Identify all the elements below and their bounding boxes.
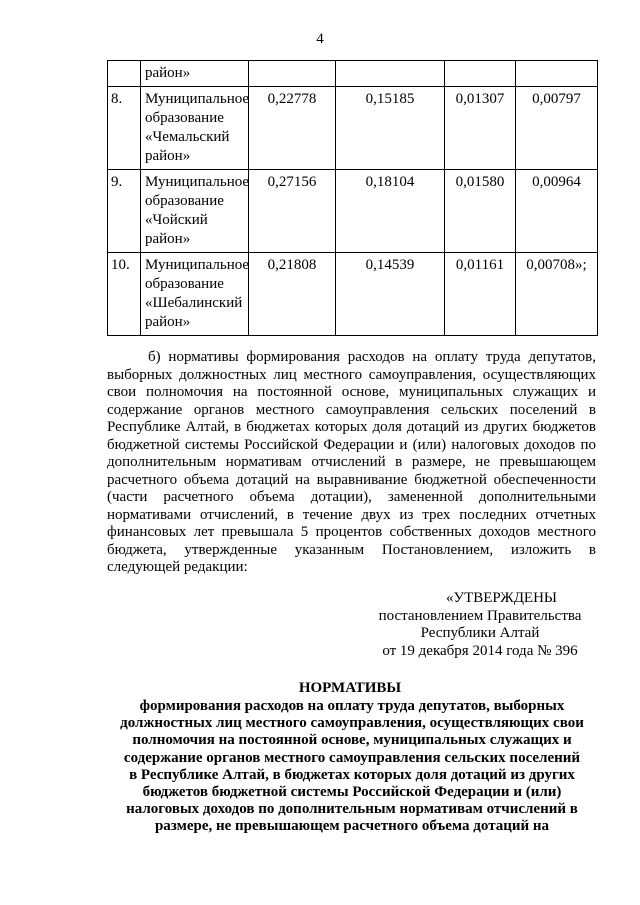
- value-cell: [445, 61, 516, 87]
- table-row: [108, 253, 598, 336]
- subtitle-line: в Республике Алтай, в бюджетах которых доля дотаций из других: [129, 766, 575, 783]
- table-row: [108, 170, 598, 253]
- value-cell: 0,21808: [249, 253, 336, 336]
- subtitle-line: размере, не превышающем расчетного объема дотаций на: [154, 818, 550, 835]
- subtitle-line: содержание органов местного самоуправления сельских поселений: [123, 749, 581, 766]
- municipality-name: Муниципальное образование «Шебалинский район»: [141, 253, 249, 336]
- norms-table: [107, 60, 598, 336]
- approval-line: от 19 декабря 2014 года № 396: [382, 642, 578, 659]
- value-cell: 0,14539: [336, 253, 445, 336]
- norms-title: НОРМАТИВЫ: [298, 680, 402, 696]
- subtitle-line: бюджетов бюджетной системы Российской Федерации и (или): [142, 784, 562, 801]
- row-index: [108, 61, 141, 87]
- approval-line: «УТВЕРЖДЕНЫ: [445, 590, 557, 606]
- value-cell: [516, 61, 598, 87]
- table-row: [108, 87, 598, 170]
- value-cell: 0,00797: [516, 87, 598, 170]
- value-cell: [336, 61, 445, 87]
- value-cell: 0,18104: [336, 170, 445, 253]
- value-cell: 0,22778: [249, 87, 336, 170]
- municipality-name: Муниципальное образование «Чемальский район»: [141, 87, 249, 170]
- row-index: 8.: [108, 87, 141, 170]
- subtitle-line: полномочия на постоянной основе, муниципальных служащих и: [132, 732, 572, 749]
- value-cell: 0,01307: [445, 87, 516, 170]
- table-row: [108, 61, 598, 87]
- value-cell: [249, 61, 336, 87]
- value-cell: 0,00708»;: [516, 253, 598, 336]
- municipality-name: район»: [141, 61, 249, 87]
- value-cell: 0,01161: [445, 253, 516, 336]
- municipality-name: Муниципальное образование «Чойский район»: [141, 170, 249, 253]
- row-index: 10.: [108, 253, 141, 336]
- approval-stamp: [330, 590, 630, 660]
- norms-subtitle: [108, 698, 596, 836]
- subtitle-line: должностных лиц местного самоуправления, осуществляющих свои: [120, 715, 584, 732]
- page-number: 4: [316, 31, 324, 47]
- value-cell: 0,15185: [336, 87, 445, 170]
- value-cell: 0,01580: [445, 170, 516, 253]
- row-index: 9.: [108, 170, 141, 253]
- paragraph-b: б) нормативы формирования расходов на оплату труда депутатов, выборных должностных лиц местного самоуправления, осуществляющих свои полномочия на постоянной основе, муниципальных служащих и содержание органов местного самоуправления сельских поселений в Республике Алтай, в бюджетах которых доля дотаций из других бюджетов бюджетной системы Российской Федерации и (или) налоговых доходов по дополнительным нормативам отчислений в размере, не превышающем расчетного объема дотаций на выравнивание бюджетной обеспеченности (части расчетного объема дотации), замененной дополнительными нормативами отчислений, в течение двух из трех последних отчетных финансовых лет превышала 5 процентов собственных доходов местного бюджета, утвержденные указанным Постановлением, изложить в следующей редакции:: [107, 349, 596, 575]
- approval-line: постановлением Правительства: [378, 607, 582, 624]
- value-cell: 0,00964: [516, 170, 598, 253]
- approval-line: Республики Алтай: [420, 625, 540, 641]
- subtitle-line: формирования расходов на оплату труда депутатов, выборных: [139, 698, 565, 714]
- value-cell: 0,27156: [249, 170, 336, 253]
- subtitle-line: налоговых доходов по дополнительным нормативам отчислений в: [126, 801, 578, 818]
